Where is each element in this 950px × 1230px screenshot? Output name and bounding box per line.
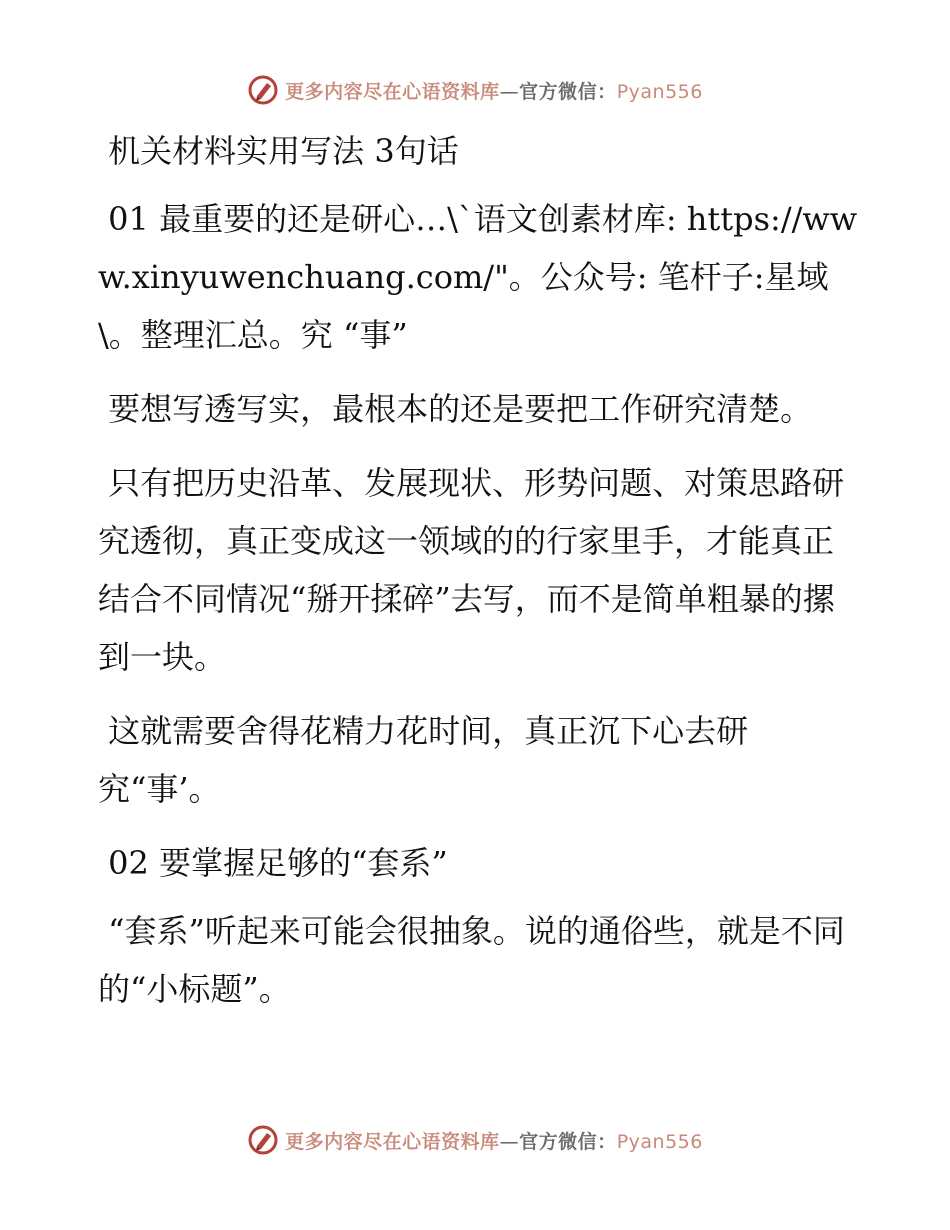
pen-circle-logo-icon <box>247 1124 279 1156</box>
paragraph-3: 只有把历史沿革、发展现状、形势问题、对策思路研究透彻，真正变成这一领域的的行家里手，才能真正结合不同情况“掰开揉碎”去写，而不是简单粗暴的摞到一块。 <box>98 464 845 676</box>
header-banner <box>0 70 950 110</box>
banner-promo-text: 更多内容尽在心语资料库 <box>285 80 500 103</box>
section-heading-02: 02 要掌握足够的“套系” <box>98 844 448 882</box>
pen-circle-logo-icon <box>247 74 279 106</box>
document-body <box>98 122 858 1034</box>
banner-dash: — <box>499 80 520 103</box>
banner-dash: — <box>499 1130 520 1153</box>
banner-text <box>285 77 703 104</box>
banner-wechat-id: Pyan556 <box>616 1130 703 1153</box>
banner-label: 官方微信： <box>519 1130 617 1153</box>
banner-text <box>285 1127 703 1154</box>
paragraph-1: 01 最重要的还是研心…\`语文创素材库: https://www.xinyuwenchuang.com/"。公众号: 笔杆子:星域\。整理汇总。究 “事” <box>98 200 858 354</box>
banner-promo-text: 更多内容尽在心语资料库 <box>285 1130 500 1153</box>
paragraph-4: 这就需要舍得花精力花时间，真正沉下心去研究“事’。 <box>98 712 749 808</box>
paragraph-5: “套系”听起来可能会很抽象。说的通俗些，就是不同的“小标题”。 <box>98 912 845 1008</box>
document-title: 机关材料实用写法 3句话 <box>98 132 459 170</box>
banner-wechat-id: Pyan556 <box>616 80 703 103</box>
footer-banner <box>0 1120 950 1160</box>
banner-label: 官方微信： <box>519 80 617 103</box>
paragraph-2: 要想写透写实，最根本的还是要把工作研究清楚。 <box>98 390 813 428</box>
